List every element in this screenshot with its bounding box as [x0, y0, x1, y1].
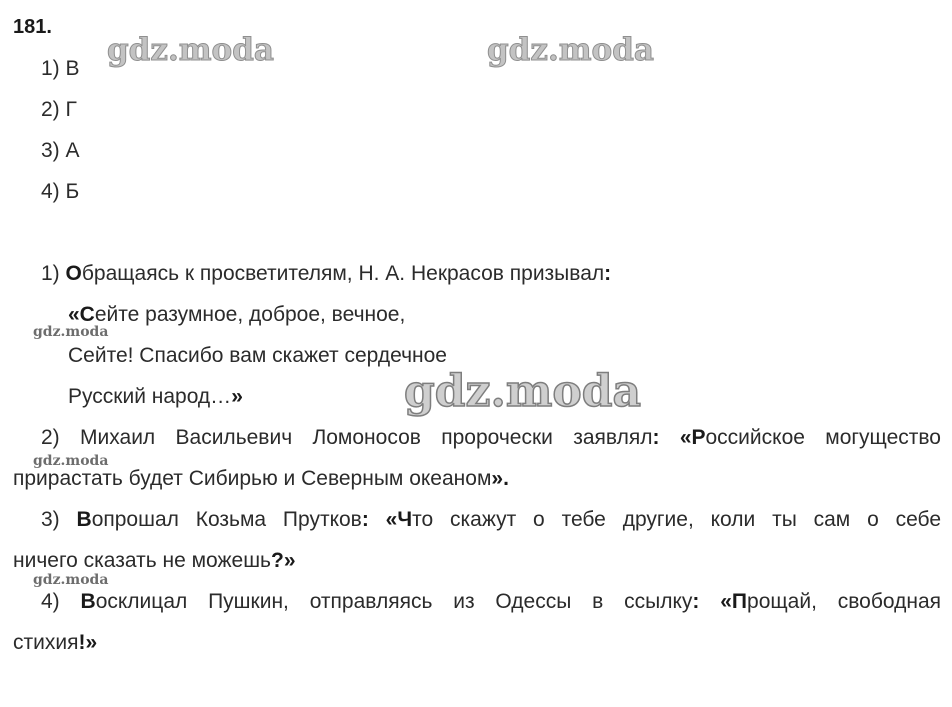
quote-close: »: [231, 385, 243, 408]
answer-number: 2): [41, 98, 60, 121]
answer-item: [41, 99, 77, 120]
sentence-1-line-2: «Сейте разумное, доброе, вечное,: [68, 303, 406, 326]
answer-number: 4): [41, 180, 60, 203]
sentence-3-line-1: 3) Вопрошал Козьма Прутков: «Что скажут о тебе другие, коли ты сам о себе: [41, 508, 941, 531]
watermark-logo: gdz.moda: [33, 572, 109, 588]
answer-number: 3): [41, 139, 60, 162]
sentence-3-line-2: ничего сказать не можешь?»: [13, 549, 296, 572]
answer-letter: А: [65, 139, 80, 162]
sentence-4-line-1: 4) Восклицал Пушкин, отправляясь из Одессы в ссылку: «Прощай, свободная: [41, 590, 941, 613]
sentence-1-line-3: Сейте! Спасибо вам скажет сердечное: [68, 344, 447, 367]
quote-open: «С: [68, 303, 95, 326]
answer-letter: В: [65, 57, 80, 80]
sentence-4-line-2: стихия!»: [13, 631, 98, 654]
answer-item: [41, 58, 80, 79]
sentence-2-line-1: 2) Михаил Васильевич Ломоносов пророчески заявлял: «Российское могущество: [41, 426, 941, 449]
watermark-logo: gdz.moda: [33, 324, 109, 340]
watermark-logo: gdz.moda: [33, 453, 109, 469]
task-number: 181.: [13, 16, 52, 38]
watermark-logo: gdz.moda: [487, 32, 654, 68]
watermark-logo: gdz.moda: [107, 32, 274, 68]
answer-number: 1): [41, 57, 60, 80]
watermark-logo: gdz.moda: [404, 366, 642, 417]
sentence-1-line-4: Русский народ…»: [68, 385, 243, 408]
emphasized-letter: О: [65, 262, 82, 285]
answer-letter: Б: [65, 180, 80, 203]
answer-letter: Г: [65, 98, 77, 121]
sentence-2-line-2: прирастать будет Сибирью и Северным океаном».: [13, 467, 509, 490]
sentence-1-line-1: 1) Обращаясь к просветителям, Н. А. Некрасов призывал:: [41, 262, 612, 285]
answer-item: [41, 181, 79, 202]
answer-item: [41, 140, 80, 161]
